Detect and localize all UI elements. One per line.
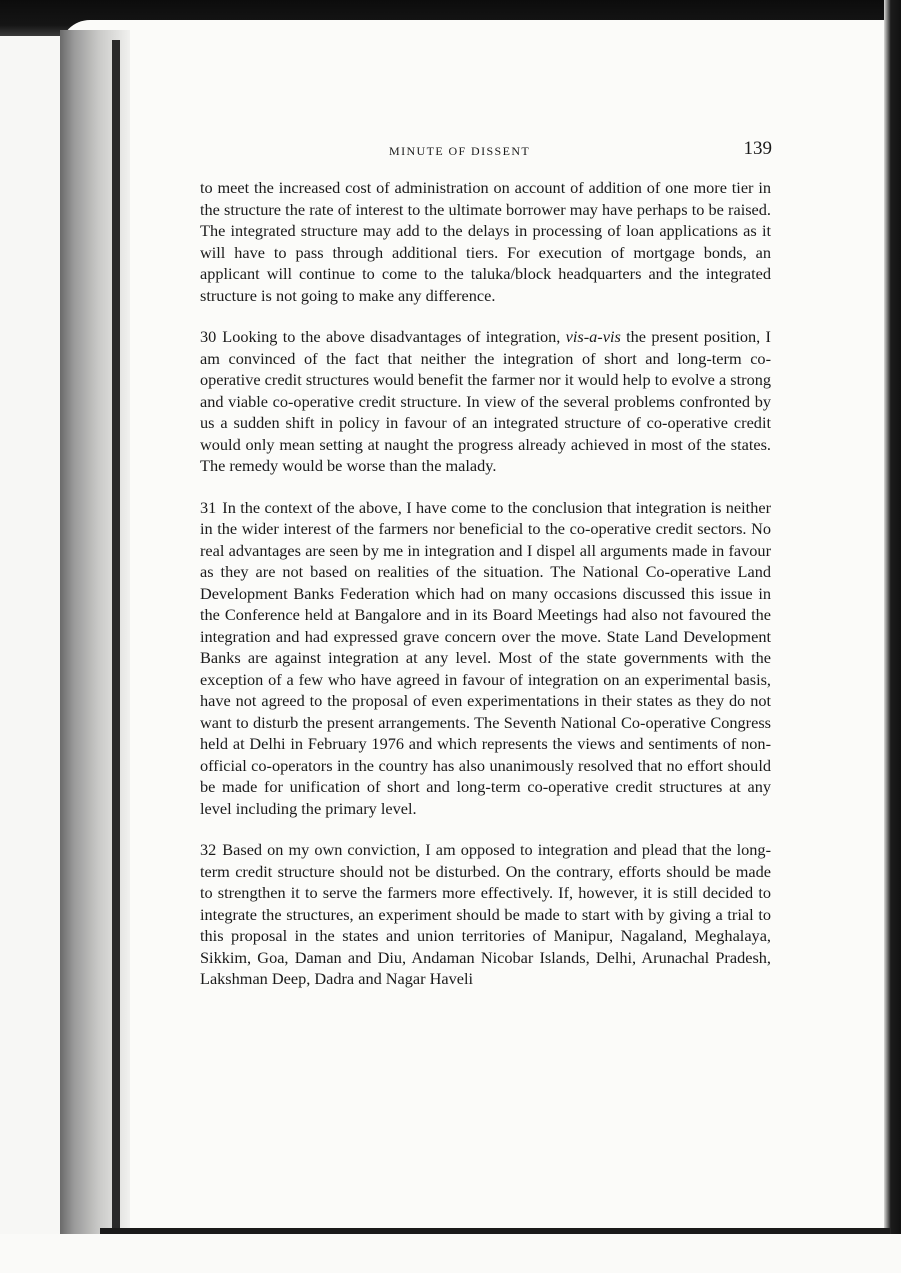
binding-edge: [112, 40, 120, 1230]
paragraph-number: 30: [200, 327, 217, 346]
scan-bottom-margin: [0, 1234, 901, 1273]
page-header: [204, 138, 772, 164]
body-text: [200, 177, 771, 1010]
paragraph-31: [200, 497, 771, 820]
paragraph-number: 31: [200, 497, 217, 517]
paragraph-text-after: the present position, I am convinced of the fact that neither the integration of short and long-term co-operative credit structures would benefit the farmer nor it would help to evolve a strong and viable co-operative credit structure. In view of the several problems confronted by us a sudden shift in policy in favour of an integrated structure of co-operative credit would only mean setting at naught the progress already achieved in most of the states. The remedy would be worse than the malady.: [200, 327, 771, 475]
page-curl: [60, 20, 901, 50]
paragraph-text-before: Looking to the above disadvantages of integration,: [222, 327, 566, 346]
paragraph-text: Based on my own conviction, I am opposed to integration and plead that the long-term credit structure should not be disturbed. On the contrary, efforts should be made to strengthen it to serve the farmers more effectively. If, however, it is still decided to integrate the structures, an experiment should be made to start with by giving a trial to this proposal in the states and union territories of Manipur, Nagaland, Meghalaya, Sikkim, Goa, Daman and Diu, Andaman Nicobar Islands, Delhi, Arunachal Pradesh, Lakshman Deep, Dadra and Nagar Haveli: [200, 840, 771, 988]
paragraph-text: to meet the increased cost of administration on account of addition of one more tier in the structure the rate of interest to the ultimate borrower may have perhaps to be raised. The integrated structure may add to the delays in processing of loan applications as it will have to pass through additional tiers. For execution of mortgage bonds, an applicant will continue to come to the taluka/block headquarters and the integrated structure is not going to make any difference.: [200, 178, 771, 305]
paragraph-32: [200, 839, 771, 990]
paragraph-italic: vis-a-vis: [565, 327, 621, 346]
page-number: 139: [743, 138, 772, 159]
paragraph-continued: [200, 177, 771, 306]
paragraph-number: 32: [200, 840, 217, 859]
running-head: MINUTE OF DISSENT: [389, 144, 531, 158]
paragraph-30: [200, 326, 771, 477]
scan-right-edge: [884, 0, 901, 1273]
scan-bottom-edge: [100, 1228, 890, 1234]
outer-margin: [0, 0, 61, 1273]
paragraph-text: In the context of the above, I have come to the conclusion that integration is neither in the wider interest of the farmers nor beneficial to the co-operative credit sectors. No real advantages are seen by me in integration and I dispel all arguments made in favour as they are not based on realities of the situation. The National Co-operative Land Development Banks Federation which had on many occasions discussed this issue in the Conference held at Bangalore and in its Board Meetings had also not favoured the integration and had expressed grave concern over the move. State Land Development Banks are against integration at any level. Most of the state governments with the exception of a few who have agreed in favour of integration on an experimental basis, have not agreed to the proposal of even experimentations in their states as they do not want to disturb the present arrangements. The Seventh National Co-operative Congress held at Delhi in February 1976 and which represents the views and sentiments of non-official co-operators in the country has also unanimously resolved that no effort should be made for unification of short and long-term co-operative credit structures at any level including the primary level.: [200, 497, 771, 818]
